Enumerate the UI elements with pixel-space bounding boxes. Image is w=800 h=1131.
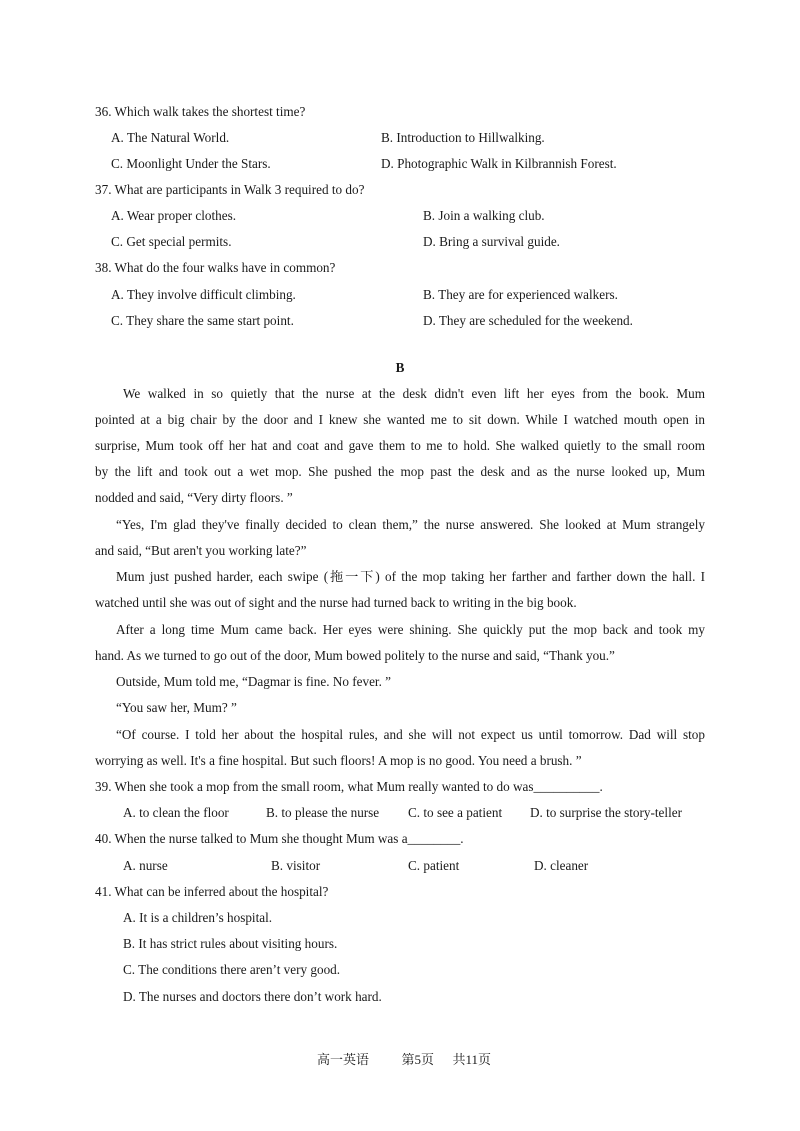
question-38-stem: 38. What do the four walks have in common? [95,260,336,275]
passage-p1-line-4: by the lift and took out a wet mop. She pushed the mop past the desk and as the nurse looked up, Mum [95,464,705,479]
question-39-option-c[interactable]: C. to see a patient [408,805,503,820]
question-41-option-b[interactable]: B. It has strict rules about visiting hours. [123,936,338,951]
passage-p7-line-2: worrying as well. It's a fine hospital. But such floors! A mop is no good. You need a brush. ” [95,753,582,768]
question-38-option-a[interactable]: A. They involve difficult climbing. [111,287,296,302]
question-40-option-d[interactable]: D. cleaner [534,858,589,873]
question-39-option-a[interactable]: A. to clean the floor [123,805,229,820]
question-38-option-d[interactable]: D. They are scheduled for the weekend. [423,313,633,328]
question-36-option-d[interactable]: D. Photographic Walk in Kilbrannish Forest. [381,156,617,171]
passage-p6: “You saw her, Mum? ” [116,700,237,715]
footer-total-pages: 共11页 [452,1052,492,1067]
question-38-option-c[interactable]: C. They share the same start point. [111,313,294,328]
page-footer [317,1052,491,1068]
passage-p1-line-1: We walked in so quietly that the nurse at the desk didn't even lift her eyes from the book. Mum [123,386,705,401]
question-38-option-b[interactable]: B. They are for experienced walkers. [423,287,618,302]
question-36-option-a[interactable]: A. The Natural World. [111,130,230,145]
question-37-stem: 37. What are participants in Walk 3 required to do? [95,182,365,197]
question-40-option-a[interactable]: A. nurse [123,858,168,873]
question-36-option-c[interactable]: C. Moonlight Under the Stars. [111,156,271,171]
question-36-option-b[interactable]: B. Introduction to Hillwalking. [381,130,545,145]
question-37-option-c[interactable]: C. Get special permits. [111,234,232,249]
passage-p5: Outside, Mum told me, “Dagmar is fine. No fever. ” [116,674,392,689]
passage-p2-line-2: and said, “But aren't you working late?” [95,543,307,558]
passage-p1-line-2: pointed at a big chair by the door and I knew she wanted me to sit down. While I watched mouth open in [95,412,705,427]
question-41-option-d[interactable]: D. The nurses and doctors there don’t work hard. [123,989,382,1004]
section-title: B [395,360,405,375]
question-41-option-c[interactable]: C. The conditions there aren’t very good. [123,962,341,977]
question-40-option-c[interactable]: C. patient [408,858,460,873]
question-41-stem: 41. What can be inferred about the hospital? [95,884,329,899]
question-41-option-a[interactable]: A. It is a children’s hospital. [123,910,273,925]
passage-p1-line-3: surprise, Mum took off her hat and coat and gave them to me to hold. She walked quietly to the small room [95,438,705,453]
passage-p1-line-5: nodded and said, “Very dirty floors. ” [95,490,293,505]
footer-subject: 高一英语 [317,1052,370,1067]
passage-p4-line-2: hand. As we turned to go out of the door, Mum bowed politely to the nurse and said, “Thank you.” [95,648,615,663]
passage-p4-line-1: After a long time Mum came back. Her eyes were shining. She quickly put the mop back and took my [116,622,705,637]
question-37-option-a[interactable]: A. Wear proper clothes. [111,208,237,223]
question-37-option-b[interactable]: B. Join a walking club. [423,208,545,223]
question-39-option-b[interactable]: B. to please the nurse [266,805,380,820]
passage-p3-line-1: Mum just pushed harder, each swipe (拖一下) of the mop taking her farther and farther down the hall. I [116,569,705,584]
passage-p3-line-2: watched until she was out of sight and the nurse had turned back to writing in the big book. [95,595,577,610]
question-39-stem: 39. When she took a mop from the small room, what Mum really wanted to do was__________. [95,779,603,794]
passage-p7-line-1: “Of course. I told her about the hospital rules, and she will not expect us until tomorrow. Dad will stop [116,727,705,742]
footer-page-number: 第5页 [401,1052,435,1067]
question-36-stem: 36. Which walk takes the shortest time? [95,104,306,119]
question-37-option-d[interactable]: D. Bring a survival guide. [423,234,560,249]
passage-p2-line-1: “Yes, I'm glad they've finally decided to clean them,” the nurse answered. She looked at Mum strangely [116,517,705,532]
question-40-option-b[interactable]: B. visitor [271,858,321,873]
question-40-stem: 40. When the nurse talked to Mum she thought Mum was a________. [95,831,464,846]
question-39-option-d[interactable]: D. to surprise the story-teller [530,805,682,820]
